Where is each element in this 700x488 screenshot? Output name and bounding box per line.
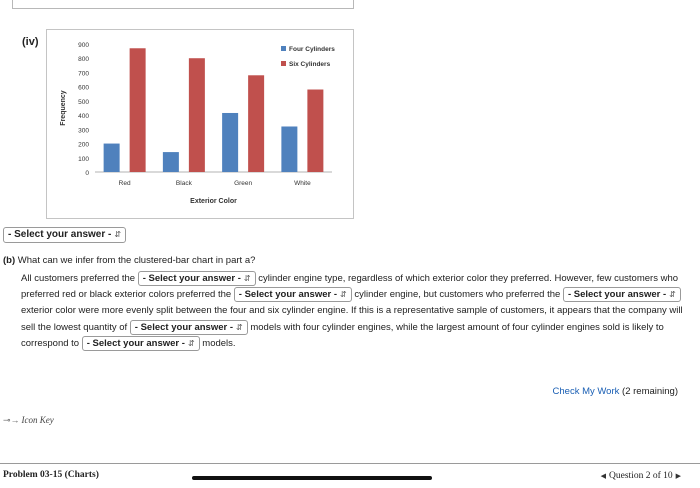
bar-red-four-cylinders bbox=[104, 144, 120, 172]
x-axis-label: Exterior Color bbox=[190, 198, 237, 205]
paragraph-text-1: All customers preferred the bbox=[21, 273, 136, 284]
answer-select-1[interactable] bbox=[138, 271, 256, 286]
y-tick-label: 200 bbox=[78, 141, 89, 149]
horizontal-scrollbar[interactable] bbox=[192, 476, 432, 480]
select-arrow-icon: ⇵ bbox=[114, 230, 122, 239]
bar-green-six-cylinders bbox=[248, 75, 264, 172]
select-arrow-icon: ⇵ bbox=[669, 290, 676, 300]
x-tick-label: Black bbox=[175, 180, 192, 187]
legend-entry: Four Cylinders bbox=[289, 46, 335, 53]
paragraph-text-2: cylinder engine type, regardless of which exterior color they preferred. However, few customers who preferred red or black exterior colors preferred the bbox=[21, 273, 679, 301]
legend-swatch bbox=[281, 46, 286, 51]
bar-green-four-cylinders bbox=[222, 113, 238, 172]
x-tick-label: Red bbox=[118, 180, 131, 187]
clustered-bar-chart bbox=[47, 30, 353, 218]
select-arrow-icon: ⇵ bbox=[243, 274, 251, 283]
part-iv-label: (iv) bbox=[22, 36, 39, 48]
question-b-label: (b) bbox=[3, 255, 16, 266]
prev-question-icon[interactable]: ◀ bbox=[600, 472, 607, 480]
answer-paragraph bbox=[21, 271, 686, 352]
select-label: - Select your answer - bbox=[134, 321, 233, 333]
answer-select-part-a[interactable] bbox=[3, 227, 126, 243]
footer-bar bbox=[0, 463, 700, 488]
problem-title: Problem 03-15 (Charts) bbox=[3, 470, 99, 480]
paragraph-text-4: exterior color were more evenly split between the four and six cylinder engine. If this is a representative sample of customers, it appears that the company will sell the lowest quantity of bbox=[21, 305, 683, 333]
check-my-work bbox=[553, 386, 678, 397]
answer-select-5[interactable] bbox=[82, 336, 200, 351]
y-tick-label: 800 bbox=[78, 56, 89, 64]
legend-swatch bbox=[281, 61, 286, 66]
select-arrow-icon: ⇵ bbox=[236, 322, 243, 332]
y-tick-label: 400 bbox=[78, 113, 89, 121]
answer-select-3[interactable] bbox=[563, 287, 681, 302]
x-tick-label: Green bbox=[234, 180, 253, 187]
paragraph-text-6: models. bbox=[202, 337, 236, 349]
paragraph-text-5: models with four cylinder engines, while the largest amount of four cylinder engines sold is likely to correspond to bbox=[21, 321, 664, 349]
y-tick-label: 0 bbox=[85, 170, 89, 177]
icon-key-label: Icon Key bbox=[21, 415, 54, 425]
previous-part-box bbox=[12, 0, 354, 9]
select-label: - Select your answer - bbox=[142, 273, 241, 284]
bar-white-four-cylinders bbox=[281, 126, 297, 172]
next-question-icon[interactable]: ▶ bbox=[675, 472, 681, 480]
bar-red-six-cylinders bbox=[130, 48, 146, 172]
y-tick-label: 300 bbox=[78, 127, 89, 135]
y-tick-label: 900 bbox=[78, 42, 89, 49]
question-navigator bbox=[598, 471, 684, 481]
y-tick-label: 100 bbox=[78, 155, 89, 163]
y-tick-label: 500 bbox=[78, 98, 89, 106]
icon-key[interactable] bbox=[3, 415, 54, 426]
question-counter: Question 2 of 10 bbox=[609, 471, 673, 481]
y-tick-label: 600 bbox=[78, 84, 89, 92]
y-tick-label: 700 bbox=[78, 70, 89, 78]
select-label: - Select your answer - bbox=[567, 289, 667, 301]
select-label: - Select your answer - bbox=[238, 289, 337, 301]
bar-black-six-cylinders bbox=[189, 58, 205, 172]
check-my-work-link[interactable]: Check My Work bbox=[552, 386, 620, 397]
answer-select-4[interactable] bbox=[130, 320, 248, 335]
bar-black-four-cylinders bbox=[163, 152, 179, 172]
check-remaining: (2 remaining) bbox=[622, 386, 678, 397]
select-label: - Select your answer - bbox=[8, 229, 112, 240]
select-arrow-icon: ⇵ bbox=[187, 338, 195, 348]
chart-frame bbox=[46, 29, 354, 219]
x-tick-label: White bbox=[294, 180, 311, 187]
answer-select-2[interactable] bbox=[234, 287, 352, 302]
select-arrow-icon: ⇵ bbox=[340, 290, 347, 300]
paragraph-text-3: cylinder engine, but customers who preferred the bbox=[354, 289, 561, 301]
key-icon: ⊸→ bbox=[3, 415, 20, 425]
question-b bbox=[3, 255, 255, 266]
select-label: - Select your answer - bbox=[86, 337, 185, 349]
legend-entry: Six Cylinders bbox=[289, 61, 331, 68]
bar-white-six-cylinders bbox=[307, 90, 323, 172]
y-axis-label: Frequency bbox=[60, 90, 67, 126]
question-b-text: What can we infer from the clustered-bar chart in part a? bbox=[17, 255, 256, 266]
